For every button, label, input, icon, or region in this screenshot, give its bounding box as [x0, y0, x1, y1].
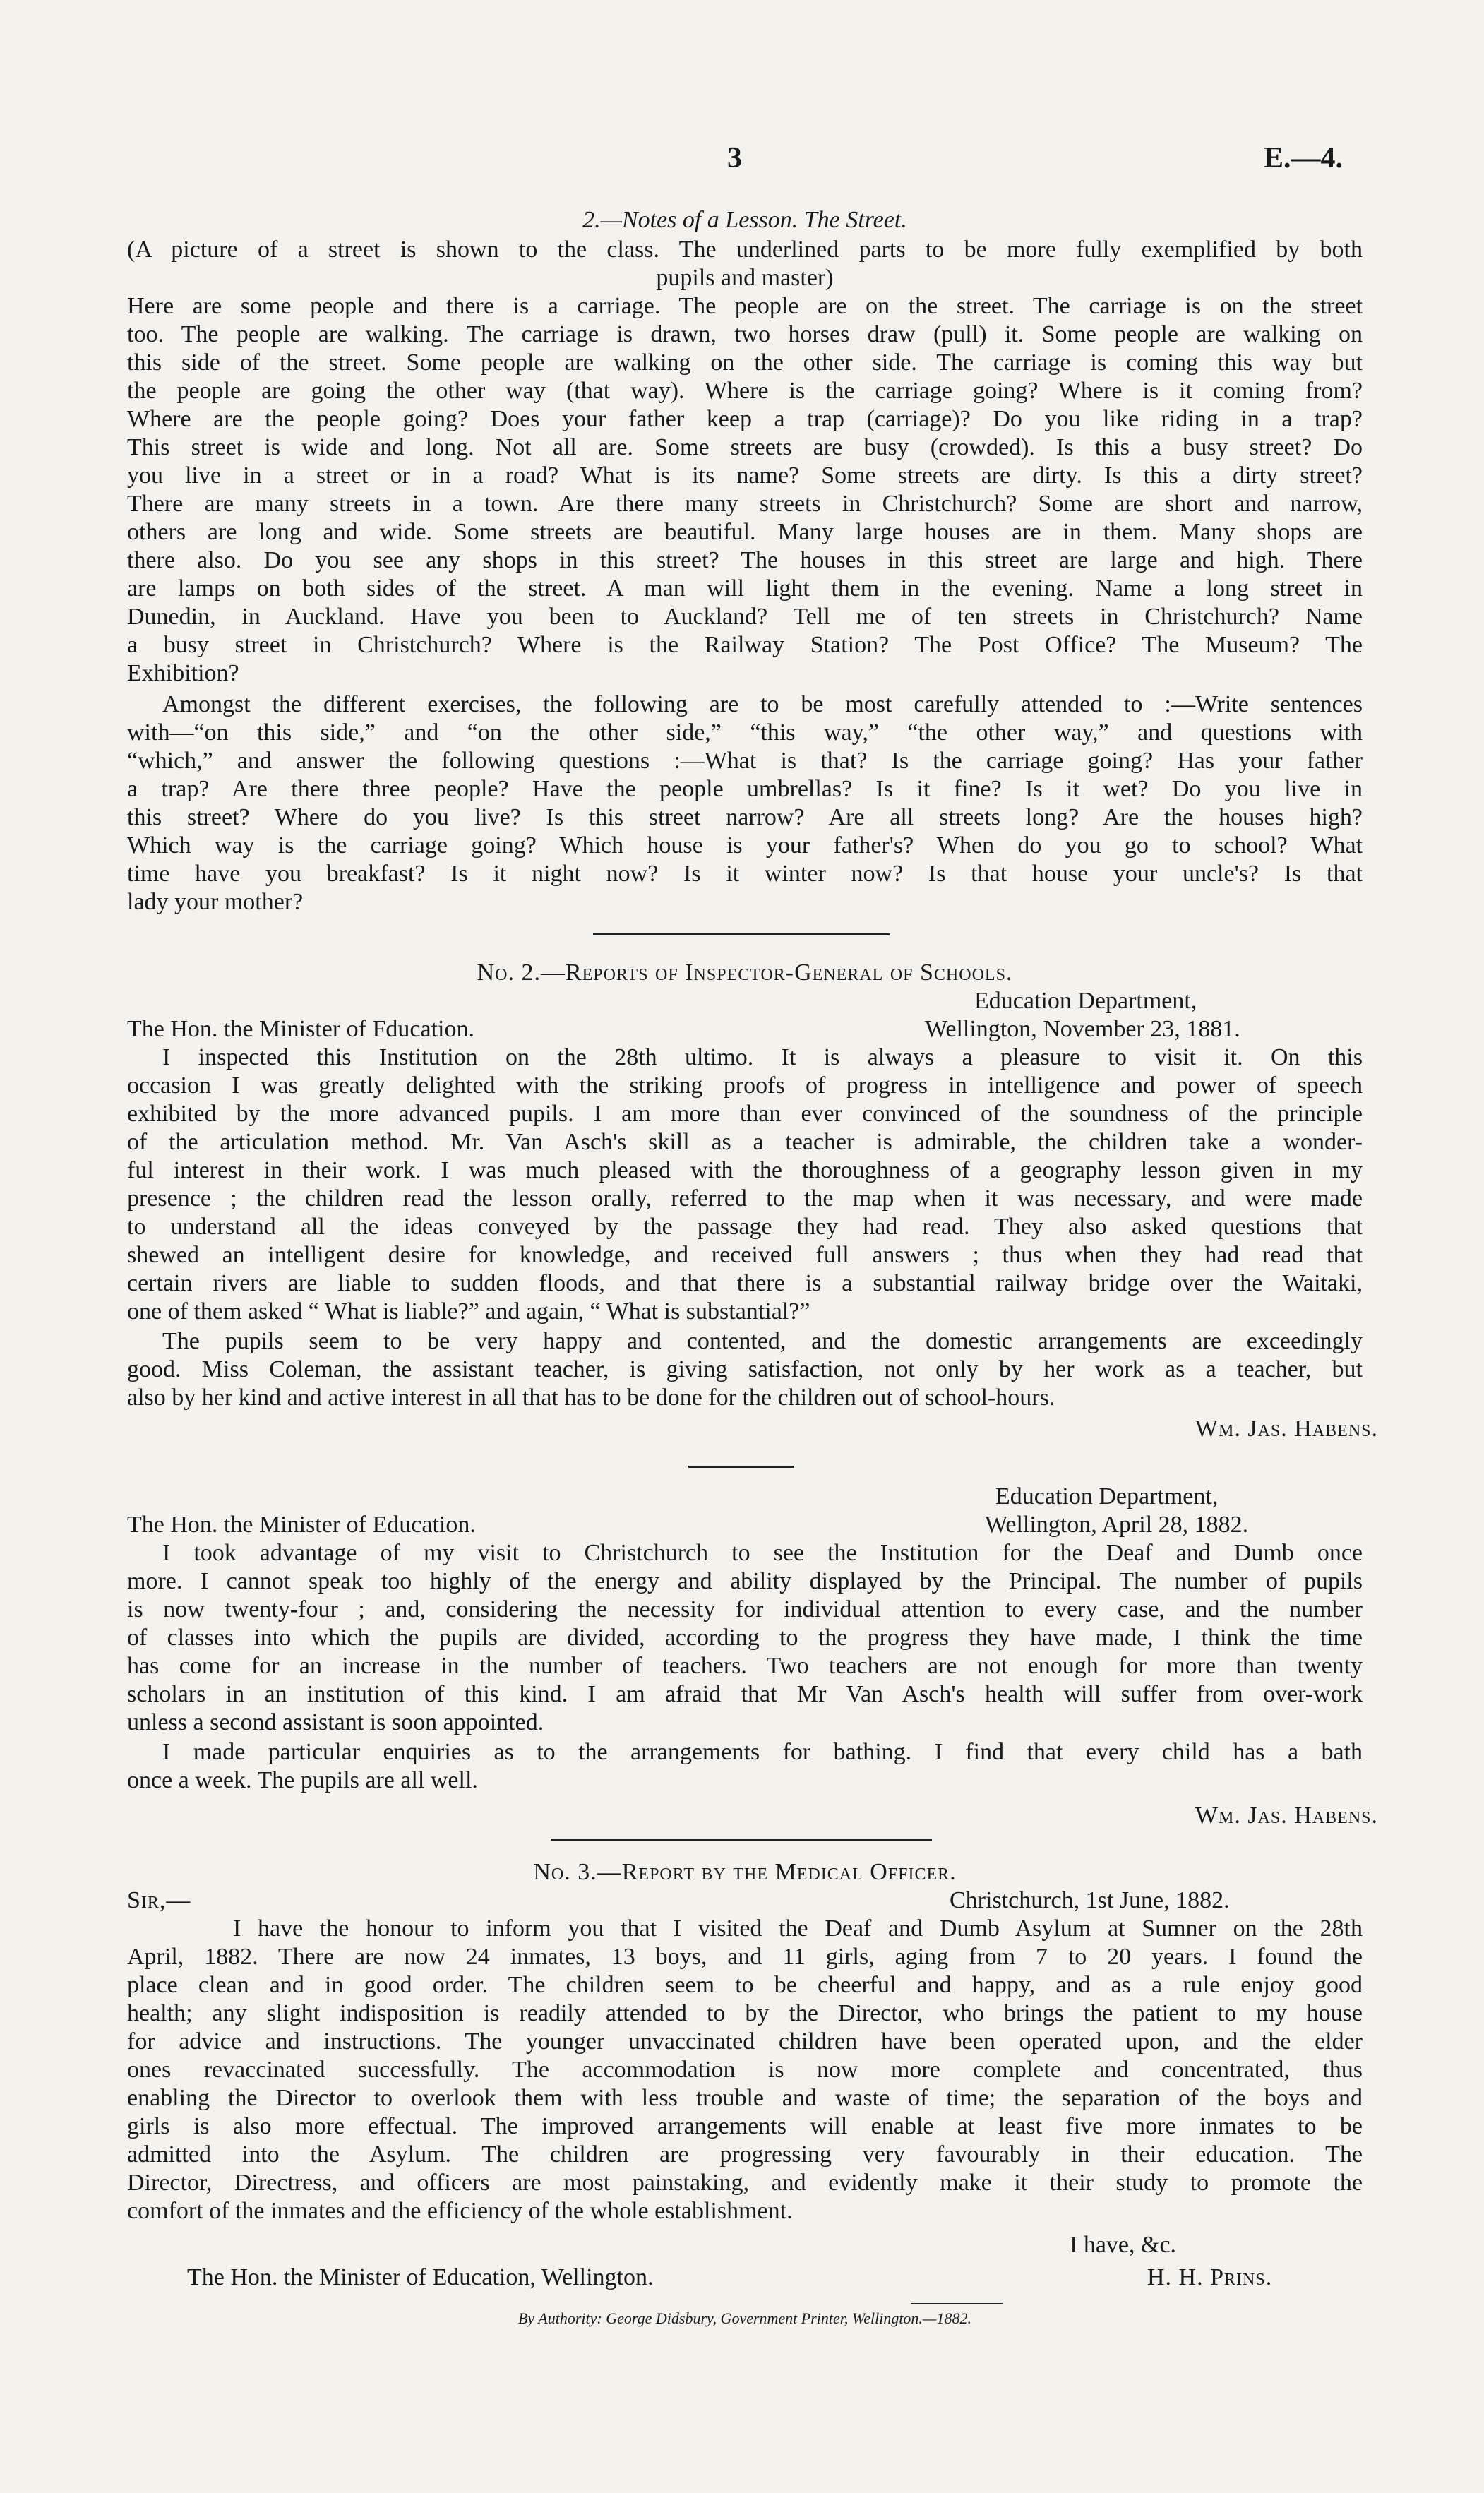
- text-line: too. The people are walking. The carriage is drawn, two horses draw (pull) it. Some people are walking on: [127, 321, 1363, 347]
- text-line: good. Miss Coleman, the assistant teacher, is giving satisfaction, not only by her work as a teacher, but: [127, 1356, 1363, 1382]
- text-line: with—“on this side,” and “on the other side,” “this way,” “the other way,” and questions with: [127, 719, 1363, 746]
- text-line: time have you breakfast? Is it night now? Is it winter now? Is that house your uncle's? Is that: [127, 861, 1363, 887]
- text-line: “which,” and answer the following questions :—What is that? Is the carriage going? Has your father: [127, 748, 1363, 774]
- lesson-intro-line: pupils and master): [656, 265, 834, 291]
- text-line: exhibited by the more advanced pupils. I am more than ever convinced of the soundness of the principle: [127, 1101, 1363, 1127]
- text-line: the people are going the other way (that way). Where is the carriage going? Where is it coming from?: [127, 378, 1363, 404]
- letter-addressee: The Hon. the Minister of Education, Wellington.: [187, 2264, 654, 2290]
- text-line: has come for an increase in the number of teachers. Two teachers are not enough for more than twenty: [127, 1653, 1363, 1679]
- text-line: presence ; the children read the lesson orally, referred to the map when it was necessary, and were made: [127, 1185, 1363, 1212]
- text-line: I have the honour to inform you that I visited the Deaf and Dumb Asylum at Sumner on the 28th: [233, 1915, 1363, 1942]
- text-line: a trap? Are there three people? Have the people umbrellas? Is it fine? Is it wet? Do you live in: [127, 776, 1363, 802]
- section-divider: [551, 1839, 932, 1841]
- text-line: girls is also more effectual. The improved arrangements will enable at least five more inmates to be: [127, 2113, 1363, 2139]
- letter-date: Wellington, November 23, 1881.: [925, 1016, 1240, 1042]
- letter-department: Education Department,: [974, 988, 1197, 1014]
- text-line: ful interest in their work. I was much pleased with the thoroughness of a geography lesson given in my: [127, 1157, 1363, 1183]
- text-line: others are long and wide. Some streets are beautiful. Many large houses are in them. Many shops are: [127, 519, 1363, 545]
- text-line: I inspected this Institution on the 28th ultimo. It is always a pleasure to visit it. On this: [162, 1044, 1363, 1070]
- text-line: once a week. The pupils are all well.: [127, 1767, 478, 1793]
- text-line: Exhibition?: [127, 660, 239, 686]
- text-line: place clean and in good order. The children seem to be cheerful and happy, and as a rule enjoy good: [127, 1972, 1363, 1998]
- letter-divider: [688, 1466, 794, 1468]
- text-line: for advice and instructions. The younger unvaccinated children have been operated upon, and the elder: [127, 2028, 1363, 2055]
- letter-date: Wellington, April 28, 1882.: [985, 1512, 1249, 1538]
- text-line: lady your mother?: [127, 889, 304, 915]
- lesson-intro-line: (A picture of a street is shown to the class. The underlined parts to be more fully exemplified by both: [127, 237, 1363, 263]
- text-line: Here are some people and there is a carriage. The people are on the street. The carriage is on the street: [127, 293, 1363, 319]
- text-line: comfort of the inmates and the efficiency of the whole establishment.: [127, 2198, 793, 2224]
- section-divider: [593, 933, 890, 935]
- text-line: certain rivers are liable to sudden floods, and that there is a substantial railway bridge over the Waitaki,: [127, 1270, 1363, 1296]
- text-line: There are many streets in a town. Are there many streets in Christchurch? Some are short and narrow,: [127, 491, 1363, 517]
- text-line: shewed an intelligent desire for knowledge, and received full answers ; thus when they had read that: [127, 1242, 1363, 1268]
- letter-addressee: The Hon. the Minister of Education.: [127, 1512, 476, 1538]
- text-line: also by her kind and active interest in all that has to be done for the children out of school-hours.: [127, 1385, 1055, 1411]
- lesson-title: 2.—Notes of a Lesson. The Street.: [582, 207, 907, 233]
- printer-imprint: By Authority: George Didsbury, Government Printer, Wellington.—1882.: [517, 2309, 971, 2327]
- text-line: The pupils seem to be very happy and contented, and the domestic arrangements are exceedingly: [162, 1328, 1363, 1354]
- text-line: Director, Directress, and officers are most painstaking, and evidently make it their study to promote the: [127, 2170, 1363, 2196]
- text-line: this street? Where do you live? Is this street narrow? Are all streets long? Are the houses high?: [127, 804, 1363, 830]
- text-line: are lamps on both sides of the street. A man will light them in the evening. Name a long street in: [127, 575, 1363, 602]
- text-line: you live in a street or in a road? What is its name? Some streets are dirty. Is this a dirty street?: [127, 462, 1363, 489]
- text-line: there also. Do you see any shops in this street? The houses in this street are large and high. There: [127, 547, 1363, 573]
- text-line: April, 1882. There are now 24 inmates, 13 boys, and 11 girls, aging from 7 to 20 years. I found the: [127, 1944, 1363, 1970]
- text-line: of classes into which the pupils are divided, according to the progress they have made, I think the time: [127, 1625, 1363, 1651]
- document-reference: E.—4.: [1264, 142, 1344, 174]
- text-line: health; any slight indisposition is readily attended to by the Director, who brings the patient to my house: [127, 2000, 1363, 2026]
- text-line: scholars in an institution of this kind. I am afraid that Mr Van Asch's health will suffer from over-work: [127, 1681, 1363, 1707]
- text-line: enabling the Director to overlook them with less trouble and waste of time; the separation of the boys and: [127, 2085, 1363, 2111]
- section-title: No. 2.—Reports of Inspector-General of Schools.: [477, 959, 1013, 986]
- signature: Wm. Jas. Habens.: [1195, 1803, 1378, 1829]
- salutation: Sir,—: [127, 1887, 191, 1913]
- letter-addressee: The Hon. the Minister of Fducation.: [127, 1016, 474, 1042]
- section-title: No. 3.—Report by the Medical Officer.: [533, 1859, 957, 1885]
- signature: Wm. Jas. Habens.: [1195, 1416, 1378, 1442]
- text-line: This street is wide and long. Not all are. Some streets are busy (crowded). Is this a busy street? Do: [127, 434, 1363, 460]
- text-line: admitted into the Asylum. The children are progressing very favourably in their education. The: [127, 2141, 1363, 2168]
- text-line: ones revaccinated successfully. The accommodation is now more complete and concentrated, thus: [127, 2057, 1363, 2083]
- letter-department: Education Department,: [995, 1483, 1219, 1509]
- text-line: to understand all the ideas conveyed by the passage they had read. They also asked questions that: [127, 1214, 1363, 1240]
- text-line: Amongst the different exercises, the following are to be most carefully attended to :—Write sentences: [162, 691, 1363, 717]
- text-line: Which way is the carriage going? Which house is your father's? When do you go to school? What: [127, 832, 1363, 859]
- text-line: one of them asked “ What is liable?” and again, “ What is substantial?”: [127, 1298, 810, 1325]
- text-line: this side of the street. Some people are walking on the other side. The carriage is coming this way but: [127, 349, 1363, 376]
- text-line: occasion I was greatly delighted with the striking proofs of progress in intelligence and power of speech: [127, 1072, 1363, 1099]
- text-line: more. I cannot speak too highly of the energy and ability displayed by the Principal. The number of pupils: [127, 1568, 1363, 1594]
- letter-date: Christchurch, 1st June, 1882.: [950, 1887, 1230, 1913]
- text-line: Dunedin, in Auckland. Have you been to Auckland? Tell me of ten streets in Christchurch? Name: [127, 604, 1363, 630]
- text-line: is now twenty-four ; and, considering the necessity for individual attention to every case, and the number: [127, 1596, 1363, 1622]
- text-line: a busy street in Christchurch? Where is the Railway Station? The Post Office? The Museum? The: [127, 632, 1363, 658]
- text-line: I took advantage of my visit to Christchurch to see the Institution for the Deaf and Dumb once: [162, 1540, 1363, 1566]
- text-line: Where are the people going? Does your father keep a trap (carriage)? Do you like riding in a trap?: [127, 406, 1363, 432]
- closing: I have, &c.: [1070, 2232, 1177, 2258]
- text-line: I made particular enquiries as to the arrangements for bathing. I find that every child has a bath: [162, 1739, 1363, 1765]
- text-line: of the articulation method. Mr. Van Asch's skill as a teacher is admirable, the children take a wonder-: [127, 1129, 1363, 1155]
- page-number: 3: [727, 142, 742, 174]
- text-line: unless a second assistant is soon appointed.: [127, 1709, 544, 1735]
- signature: H. H. Prins.: [1147, 2264, 1273, 2290]
- footer-rule: [911, 2303, 1003, 2304]
